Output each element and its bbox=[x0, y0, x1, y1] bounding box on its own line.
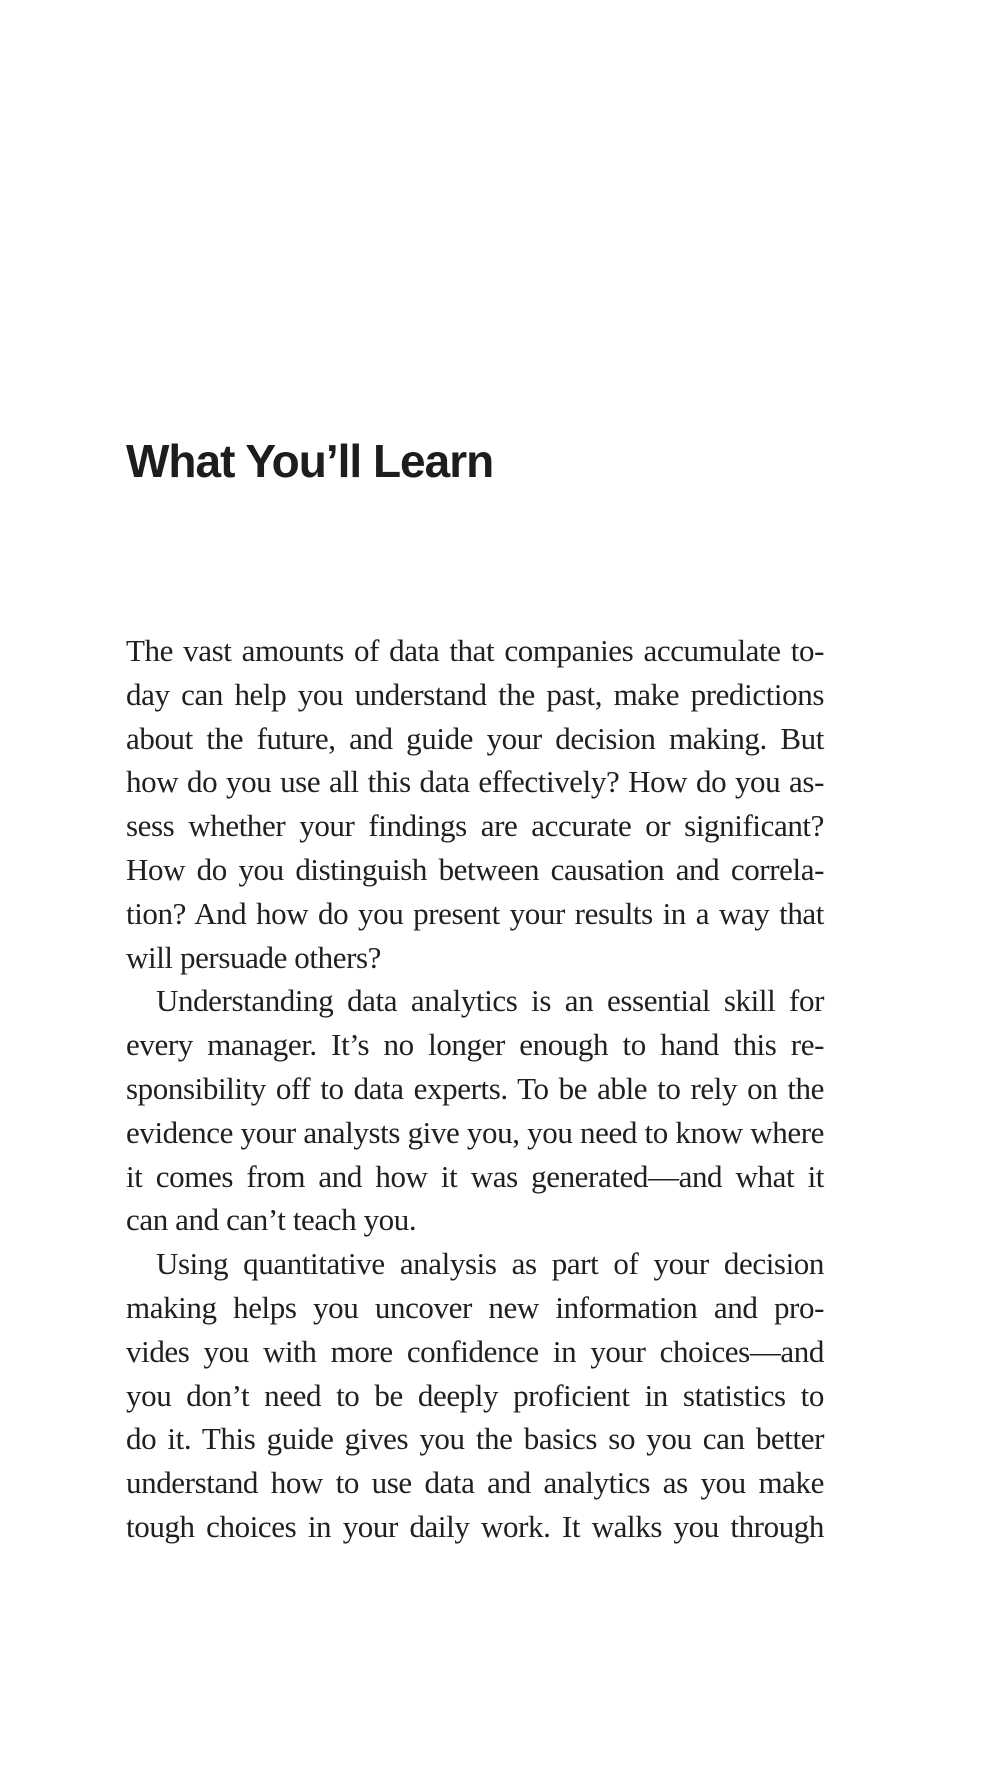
text-line: vides you with more confidence in your choices—and bbox=[126, 1333, 824, 1369]
text-line: evidence your analysts give you, you need to know where bbox=[126, 1114, 824, 1150]
text-line: you don’t need to be deeply proficient in statistics to bbox=[126, 1377, 824, 1413]
text-line: it comes from and how it was generated—and what it bbox=[126, 1158, 824, 1194]
text-line: can and can’t teach you. bbox=[126, 1202, 417, 1238]
text-line: How do you distinguish between causation and correla- bbox=[126, 851, 824, 887]
text-line: understand how to use data and analytics as you make bbox=[126, 1465, 824, 1501]
text-line: The vast amounts of data that companies accumulate to- bbox=[126, 633, 824, 668]
text-line: Understanding data analytics is an essential skill for bbox=[156, 983, 824, 1019]
page-title: What You’ll Learn bbox=[126, 435, 494, 487]
text-line: tion? And how do you present your results in a way that bbox=[126, 895, 824, 931]
text-line: Using quantitative analysis as part of your decision bbox=[156, 1246, 824, 1282]
paragraph-1 bbox=[126, 629, 824, 979]
text-line: every manager. It’s no longer enough to hand this re- bbox=[126, 1027, 824, 1063]
text-line: tough choices in your daily work. It walks you through bbox=[126, 1508, 824, 1544]
text-line: how do you use all this data effectively? How do you as- bbox=[126, 764, 824, 800]
paragraph-2 bbox=[126, 979, 824, 1242]
text-line: making helps you uncover new information and pro- bbox=[126, 1289, 824, 1325]
text-line: day can help you understand the past, make predictions bbox=[126, 676, 824, 712]
text-line: will persuade others? bbox=[126, 939, 382, 975]
body-text bbox=[126, 629, 824, 1549]
text-line: do it. This guide gives you the basics so you can better bbox=[126, 1421, 824, 1457]
text-line: about the future, and guide your decision making. But bbox=[126, 720, 824, 756]
paragraph-3 bbox=[126, 1242, 824, 1549]
text-line: sponsibility off to data experts. To be able to rely on the bbox=[126, 1070, 824, 1106]
text-line: sess whether your findings are accurate or significant? bbox=[126, 808, 824, 844]
